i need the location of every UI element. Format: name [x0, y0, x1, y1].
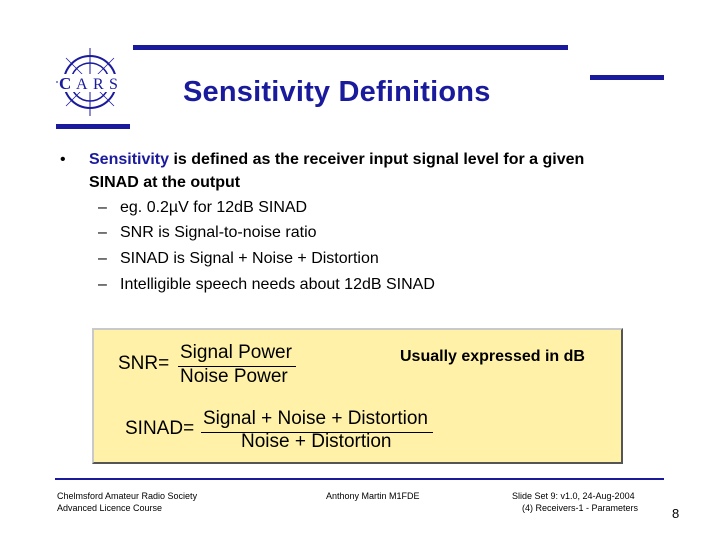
footer-right-1: Slide Set 9: v1.0, 24-Aug-2004	[512, 491, 635, 501]
bullet-line-1	[89, 151, 584, 169]
snr-numerator: Signal Power	[180, 342, 292, 363]
svg-text:A: A	[76, 76, 88, 93]
bullet-marker: •	[60, 151, 66, 168]
bullet-line-1-rest: is defined as the receiver input signal level for a given	[169, 151, 585, 168]
svg-text:R: R	[93, 76, 104, 93]
dash-2: –	[98, 224, 107, 241]
svg-text:S: S	[109, 76, 118, 93]
svg-text:C: C	[59, 74, 72, 93]
subitem-4: Intelligible speech needs about 12dB SINAD	[120, 276, 435, 293]
dash-3: –	[98, 250, 107, 267]
subitem-2: SNR is Signal-to-noise ratio	[120, 224, 317, 241]
page-number: 8	[672, 506, 680, 521]
sinad-numerator: Signal + Noise + Distortion	[203, 408, 428, 429]
slide-title: Sensitivity Definitions	[183, 76, 491, 108]
sinad-lhs: SINAD=	[125, 418, 195, 439]
top-rule	[133, 45, 568, 50]
footer-left-1: Chelmsford Amateur Radio Society	[57, 491, 198, 501]
snr-denominator: Noise Power	[180, 366, 288, 387]
cars-logo	[50, 42, 136, 128]
footer-rule	[55, 478, 664, 480]
footer-center: Anthony Martin M1FDE	[326, 491, 420, 501]
footer-left-2: Advanced Licence Course	[57, 503, 163, 513]
units-note: Usually expressed in dB	[400, 348, 585, 365]
snr-lhs: SNR=	[118, 353, 170, 374]
footer-right-2: (4) Receivers-1 - Parameters	[522, 503, 639, 513]
subitem-1: eg. 0.2µV for 12dB SINAD	[120, 199, 308, 216]
sinad-denominator: Noise + Distortion	[241, 431, 392, 452]
bullet-line-2: SINAD at the output	[89, 174, 241, 191]
dash-1: –	[98, 199, 107, 216]
dash-4: –	[98, 276, 107, 293]
right-rule	[590, 75, 664, 80]
subitem-3: SINAD is Signal + Noise + Distortion	[120, 250, 379, 267]
sensitivity-highlight: Sensitivity	[89, 151, 170, 168]
